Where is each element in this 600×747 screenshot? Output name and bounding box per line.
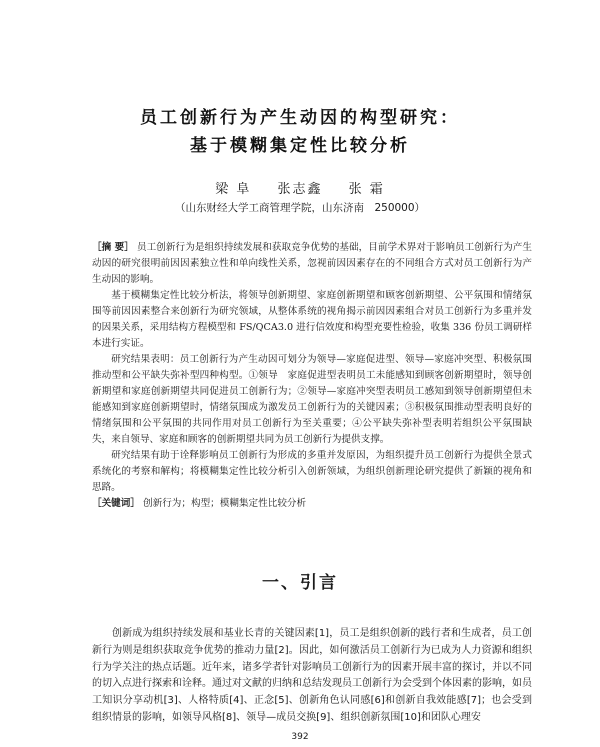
keywords-tag: ［关键词］ [92, 498, 140, 509]
abstract-paragraph: 研究结果有助于诠释影响员工创新行为形成的多重并发原因，为组织提升员工创新行为提供全景式系统化的考察和解构；将模糊集定性比较分析引入创新领域，为组织创新理论研究提供了新颖的视角和思路。 [92, 450, 532, 493]
body-text [92, 626, 532, 727]
section-heading: 一、引言 [262, 573, 338, 593]
author-name: 张志鑫 [277, 182, 323, 197]
keywords [92, 496, 532, 512]
paper-title-line-1: 员工创新行为产生动因的构型研究： [140, 108, 460, 128]
abstract-paragraph: 研究结果表明：员工创新行为产生动因可划分为领导—家庭促进型、领导—家庭冲突型、积极氛围推动型和公平缺失弥补型四种构型。①领导 家庭促进型表明员工未能感知到顾客创新期望时，领导创新期望和家庭创新期望共同促进员工创新行为；②领导—家庭冲突型表明员工感知到领导创新期望但未能感知到家庭创新期望时，情绪氛围成为激发员工创新行为的关键因素；③积极氛围推动型表明良好的情绪氛围和公平氛围的共同作用对员工创新行为至关重要；④公平缺失弥补型表明若组织公平氛围缺失，来自领导、家庭和顾客的创新期望共同为员工创新行为提供支撑。 [92, 354, 532, 445]
paper-title-line-2: 基于模糊集定性比较分析 [190, 136, 410, 156]
body-paragraph: 创新成为组织持续发展和基业长青的关键因素[1]，员工是组织创新的践行者和生成者，员工创新行为则是组织获取竞争优势的推动力量[2]。因此，如何激活员工创新行为已成为人力资源和组织行为学关注的热点话题。近年来，诸多学者针对影响员工创新行为的因素开展丰富的探讨，并以不同的切入点进行探索和诠释。通过对文献的归纳和总结发现员工创新行为会受到个体因素的影响，如员工知识分享动机[3]、人格特质[4]、正念[5]、创新角色认同感[6]和创新自我效能感[7]；也会受到组织情景的影响，如领导风格[8]、领导—成员交换[9]、组织创新氛围[10]和团队心理安 [92, 628, 532, 723]
abstract-text: 员工创新行为是组织持续发展和获取竞争优势的基础，目前学术界对于影响员工创新行为产生动因的研究很明前因因素独立性和单向线性关系，忽视前因因素存在的不同组合方式对员工创新行为产生动因的影响。 [92, 242, 532, 285]
abstract-paragraph [92, 240, 532, 288]
abstract-paragraph: 基于模糊集定性比较分析法，将领导创新期望、家庭创新期望和顾客创新期望、公平氛围和情绪氛围等前因因素整合来创新行为研究领域，从整体系统的视角揭示前因因素组合对员工创新行为多重并发的因果关系，采用结构方程模型和 FS/QCA3.0 进行信效度和构型充要性检验，收集 336 份员工调研样本进行实证。 [92, 290, 532, 349]
author-name: 张 霜 [348, 182, 385, 197]
author-name: 梁 阜 [215, 182, 252, 197]
affiliation: （山东财经大学工商管理学院，山东济南 250000） [174, 202, 426, 214]
keywords-text: 创新行为；构型；模糊集定性比较分析 [143, 498, 307, 509]
page-number: 392 [291, 732, 309, 742]
abstract [92, 240, 532, 512]
author-list [0, 178, 600, 197]
abstract-tag: ［摘 要］ [92, 242, 134, 253]
